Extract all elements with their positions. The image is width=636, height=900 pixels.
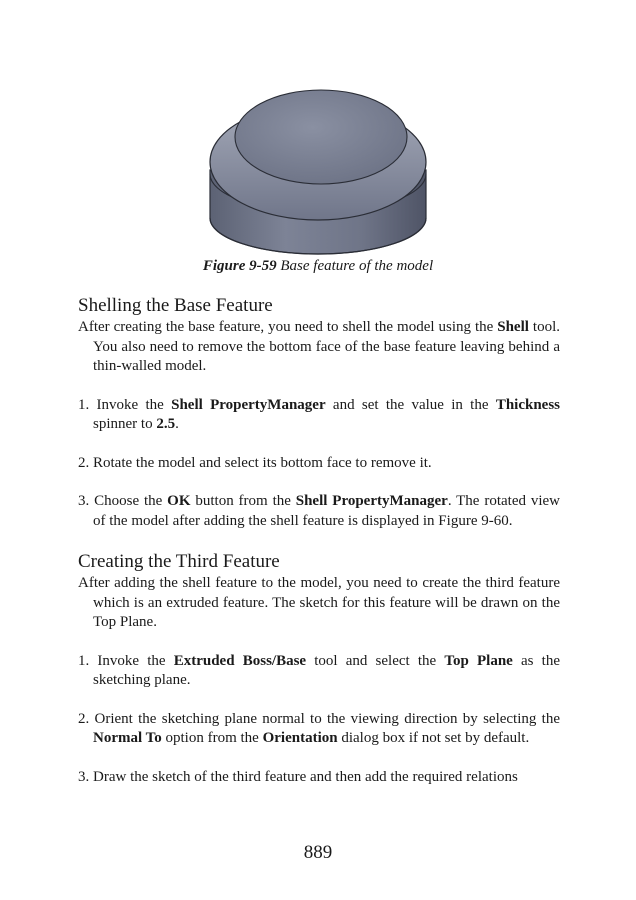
- figure-caption-text: Base feature of the model: [276, 258, 434, 274]
- bold-term: OK: [167, 493, 191, 509]
- text-run: button from the: [190, 493, 296, 509]
- text-run: dialog box if not set by default.: [337, 730, 530, 746]
- bold-term: 2.5: [156, 416, 176, 432]
- text-run: 1. Invoke the: [78, 652, 174, 669]
- third-feature-step-2: [78, 710, 560, 749]
- bold-term: Normal To: [93, 730, 162, 746]
- third-feature-intro: [78, 574, 560, 633]
- text-run: tool and select the: [306, 652, 445, 669]
- shelling-step-1: [78, 396, 560, 435]
- text-run: After creating the base feature, you need to shell the model using the: [78, 319, 498, 335]
- figure-caption: [0, 258, 636, 275]
- text-run: and set the value in the: [325, 396, 496, 413]
- text-run: spinner to: [93, 416, 157, 432]
- text-run: tool. You also need to remove the bottom face of the base feature leaving behind a thin-walled model.: [93, 319, 560, 374]
- bold-term: Shell: [497, 319, 529, 335]
- text-run: 3. Choose the: [78, 493, 168, 509]
- text-run: . The rotated view of the model after adding the shell feature is displayed in Figure 9-60.: [93, 493, 560, 529]
- shelling-intro: [78, 318, 560, 377]
- bold-term: Shell PropertyManager: [295, 493, 448, 509]
- figure-label: Figure 9-59: [202, 258, 277, 274]
- base-feature-model-image: [205, 82, 431, 260]
- bold-term: Extruded Boss/Base: [173, 652, 307, 669]
- text-run: as the sketching plane.: [93, 652, 560, 688]
- shelling-step-2: [78, 454, 560, 474]
- section-heading-shelling: Shelling the Base Feature: [78, 295, 273, 316]
- bold-term: Orientation: [262, 730, 338, 746]
- page-content: [78, 294, 560, 787]
- text-run: 3. Draw the sketch of the third feature and then add the required relations: [78, 768, 518, 785]
- text-run: After adding the shell feature to the model, you need to create the third feature which is an extruded feature. The sketch for this feature will be drawn on the Top Plane.: [78, 575, 560, 630]
- section-heading-third-feature: Creating the Third Feature: [78, 551, 280, 572]
- bold-term: Shell PropertyManager: [171, 396, 326, 413]
- third-feature-step-1: [78, 652, 560, 691]
- text-run: option from the: [161, 730, 263, 746]
- bold-term: Top Plane: [444, 652, 513, 669]
- text-run: 1. Invoke the: [78, 396, 172, 413]
- page-number: 889: [303, 842, 333, 863]
- shelling-step-3: [78, 492, 560, 531]
- text-run: 2. Orient the sketching plane normal to the viewing direction by selecting the: [78, 710, 560, 727]
- bold-term: Thickness: [495, 396, 561, 413]
- text-run: .: [175, 416, 179, 432]
- text-run: 2. Rotate the model and select its bottom face to remove it.: [78, 454, 432, 471]
- third-feature-step-3: [78, 768, 560, 788]
